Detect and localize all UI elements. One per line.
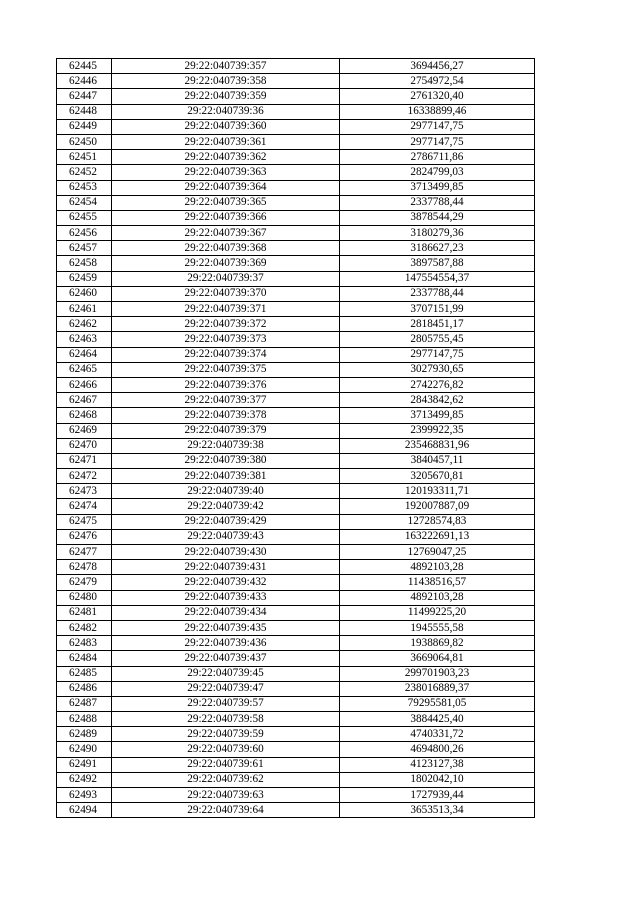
cadastral-value-cell: 3713499,85 bbox=[340, 408, 535, 423]
cadastral-number-cell: 29:22:040739:381 bbox=[112, 469, 340, 484]
cadastral-value-cell: 11499225,20 bbox=[340, 605, 535, 620]
table-row bbox=[57, 347, 535, 362]
cadastral-value-cell: 3186627,23 bbox=[340, 241, 535, 256]
cadastral-number-cell: 29:22:040739:373 bbox=[112, 332, 340, 347]
cadastral-number-cell: 29:22:040739:434 bbox=[112, 605, 340, 620]
table-row bbox=[57, 119, 535, 134]
table-row bbox=[57, 332, 535, 347]
cadastral-value-cell: 3897587,88 bbox=[340, 256, 535, 271]
cadastral-value-cell: 3878544,29 bbox=[340, 210, 535, 225]
cadastral-value-cell: 2805755,45 bbox=[340, 332, 535, 347]
cadastral-number-cell: 29:22:040739:377 bbox=[112, 393, 340, 408]
cadastral-number-cell: 29:22:040739:369 bbox=[112, 256, 340, 271]
table-row bbox=[57, 453, 535, 468]
row-number-cell: 62446 bbox=[57, 74, 112, 89]
cadastral-value-cell: 2818451,17 bbox=[340, 317, 535, 332]
table-row bbox=[57, 271, 535, 286]
cadastral-value-cell: 3840457,11 bbox=[340, 453, 535, 468]
cadastral-value-cell: 235468831,96 bbox=[340, 438, 535, 453]
cadastral-number-cell: 29:22:040739:61 bbox=[112, 757, 340, 772]
cadastral-number-cell: 29:22:040739:429 bbox=[112, 514, 340, 529]
row-number-cell: 62485 bbox=[57, 666, 112, 681]
table-row bbox=[57, 74, 535, 89]
cadastral-value-cell: 2337788,44 bbox=[340, 195, 535, 210]
cadastral-value-cell: 1945555,58 bbox=[340, 620, 535, 635]
cadastral-number-cell: 29:22:040739:47 bbox=[112, 681, 340, 696]
cadastral-value-cell: 2761320,40 bbox=[340, 89, 535, 104]
cadastral-value-cell: 2977147,75 bbox=[340, 347, 535, 362]
cadastral-value-cell: 2754972,54 bbox=[340, 74, 535, 89]
cadastral-number-cell: 29:22:040739:36 bbox=[112, 104, 340, 119]
row-number-cell: 62474 bbox=[57, 499, 112, 514]
cadastral-number-cell: 29:22:040739:60 bbox=[112, 742, 340, 757]
table-row bbox=[57, 681, 535, 696]
row-number-cell: 62478 bbox=[57, 560, 112, 575]
cadastral-number-cell: 29:22:040739:380 bbox=[112, 453, 340, 468]
row-number-cell: 62480 bbox=[57, 590, 112, 605]
row-number-cell: 62445 bbox=[57, 59, 112, 74]
table-row bbox=[57, 59, 535, 74]
cadastral-value-cell: 3884425,40 bbox=[340, 712, 535, 727]
cadastral-number-cell: 29:22:040739:64 bbox=[112, 803, 340, 818]
table-row bbox=[57, 302, 535, 317]
cadastral-number-cell: 29:22:040739:43 bbox=[112, 529, 340, 544]
table-row bbox=[57, 256, 535, 271]
cadastral-value-cell: 3205670,81 bbox=[340, 469, 535, 484]
table-row bbox=[57, 575, 535, 590]
row-number-cell: 62479 bbox=[57, 575, 112, 590]
cadastral-number-cell: 29:22:040739:59 bbox=[112, 727, 340, 742]
row-number-cell: 62457 bbox=[57, 241, 112, 256]
row-number-cell: 62477 bbox=[57, 545, 112, 560]
cadastral-value-cell: 120193311,71 bbox=[340, 484, 535, 499]
row-number-cell: 62492 bbox=[57, 772, 112, 787]
cadastral-value-cell: 2977147,75 bbox=[340, 119, 535, 134]
cadastral-value-cell: 2977147,75 bbox=[340, 134, 535, 149]
cadastral-value-cell: 2399922,35 bbox=[340, 423, 535, 438]
cadastral-number-cell: 29:22:040739:42 bbox=[112, 499, 340, 514]
row-number-cell: 62452 bbox=[57, 165, 112, 180]
cadastral-number-cell: 29:22:040739:368 bbox=[112, 241, 340, 256]
table-row bbox=[57, 590, 535, 605]
row-number-cell: 62471 bbox=[57, 453, 112, 468]
cadastral-number-cell: 29:22:040739:38 bbox=[112, 438, 340, 453]
row-number-cell: 62459 bbox=[57, 271, 112, 286]
cadastral-number-cell: 29:22:040739:58 bbox=[112, 712, 340, 727]
cadastral-value-cell: 1727939,44 bbox=[340, 788, 535, 803]
table-row bbox=[57, 210, 535, 225]
cadastral-value-cell: 147554554,37 bbox=[340, 271, 535, 286]
table-row bbox=[57, 104, 535, 119]
cadastral-number-cell: 29:22:040739:62 bbox=[112, 772, 340, 787]
cadastral-number-cell: 29:22:040739:364 bbox=[112, 180, 340, 195]
row-number-cell: 62455 bbox=[57, 210, 112, 225]
table-row bbox=[57, 317, 535, 332]
cadastral-value-cell: 2824799,03 bbox=[340, 165, 535, 180]
row-number-cell: 62493 bbox=[57, 788, 112, 803]
cadastral-value-table bbox=[56, 58, 535, 818]
cadastral-number-cell: 29:22:040739:435 bbox=[112, 620, 340, 635]
cadastral-number-cell: 29:22:040739:367 bbox=[112, 226, 340, 241]
cadastral-value-cell: 3707151,99 bbox=[340, 302, 535, 317]
cadastral-value-cell: 3694456,27 bbox=[340, 59, 535, 74]
row-number-cell: 62494 bbox=[57, 803, 112, 818]
cadastral-value-cell: 11438516,57 bbox=[340, 575, 535, 590]
table-row bbox=[57, 696, 535, 711]
row-number-cell: 62487 bbox=[57, 696, 112, 711]
table-row bbox=[57, 195, 535, 210]
cadastral-value-cell: 1802042,10 bbox=[340, 772, 535, 787]
cadastral-number-cell: 29:22:040739:370 bbox=[112, 286, 340, 301]
cadastral-number-cell: 29:22:040739:371 bbox=[112, 302, 340, 317]
row-number-cell: 62476 bbox=[57, 529, 112, 544]
row-number-cell: 62460 bbox=[57, 286, 112, 301]
table-row bbox=[57, 423, 535, 438]
row-number-cell: 62465 bbox=[57, 362, 112, 377]
cadastral-number-cell: 29:22:040739:45 bbox=[112, 666, 340, 681]
cadastral-number-cell: 29:22:040739:366 bbox=[112, 210, 340, 225]
table-row bbox=[57, 377, 535, 392]
cadastral-value-cell: 16338899,46 bbox=[340, 104, 535, 119]
cadastral-value-cell: 1938869,82 bbox=[340, 636, 535, 651]
cadastral-number-cell: 29:22:040739:362 bbox=[112, 150, 340, 165]
row-number-cell: 62469 bbox=[57, 423, 112, 438]
cadastral-number-cell: 29:22:040739:358 bbox=[112, 74, 340, 89]
row-number-cell: 62484 bbox=[57, 651, 112, 666]
cadastral-value-cell: 2786711,86 bbox=[340, 150, 535, 165]
table-row bbox=[57, 89, 535, 104]
row-number-cell: 62488 bbox=[57, 712, 112, 727]
table-row bbox=[57, 712, 535, 727]
table-row bbox=[57, 438, 535, 453]
cadastral-number-cell: 29:22:040739:437 bbox=[112, 651, 340, 666]
row-number-cell: 62448 bbox=[57, 104, 112, 119]
table-row bbox=[57, 134, 535, 149]
cadastral-number-cell: 29:22:040739:359 bbox=[112, 89, 340, 104]
cadastral-value-cell: 3669064,81 bbox=[340, 651, 535, 666]
table-row bbox=[57, 742, 535, 757]
table-row bbox=[57, 545, 535, 560]
cadastral-value-cell: 299701903,23 bbox=[340, 666, 535, 681]
table-row bbox=[57, 757, 535, 772]
cadastral-value-cell: 3713499,85 bbox=[340, 180, 535, 195]
cadastral-number-cell: 29:22:040739:360 bbox=[112, 119, 340, 134]
cadastral-number-cell: 29:22:040739:374 bbox=[112, 347, 340, 362]
cadastral-number-cell: 29:22:040739:363 bbox=[112, 165, 340, 180]
table-row bbox=[57, 560, 535, 575]
cadastral-number-cell: 29:22:040739:375 bbox=[112, 362, 340, 377]
table-row bbox=[57, 241, 535, 256]
cadastral-number-cell: 29:22:040739:378 bbox=[112, 408, 340, 423]
row-number-cell: 62456 bbox=[57, 226, 112, 241]
row-number-cell: 62491 bbox=[57, 757, 112, 772]
table-row bbox=[57, 772, 535, 787]
row-number-cell: 62475 bbox=[57, 514, 112, 529]
cadastral-number-cell: 29:22:040739:57 bbox=[112, 696, 340, 711]
cadastral-number-cell: 29:22:040739:376 bbox=[112, 377, 340, 392]
table-row bbox=[57, 666, 535, 681]
row-number-cell: 62466 bbox=[57, 377, 112, 392]
table-row bbox=[57, 499, 535, 514]
cadastral-value-cell: 163222691,13 bbox=[340, 529, 535, 544]
cadastral-number-cell: 29:22:040739:357 bbox=[112, 59, 340, 74]
table-row bbox=[57, 362, 535, 377]
row-number-cell: 62454 bbox=[57, 195, 112, 210]
table-row bbox=[57, 788, 535, 803]
table-row bbox=[57, 651, 535, 666]
cadastral-number-cell: 29:22:040739:37 bbox=[112, 271, 340, 286]
table-row bbox=[57, 636, 535, 651]
table-row bbox=[57, 514, 535, 529]
table-row bbox=[57, 180, 535, 195]
table-row bbox=[57, 165, 535, 180]
row-number-cell: 62447 bbox=[57, 89, 112, 104]
row-number-cell: 62461 bbox=[57, 302, 112, 317]
row-number-cell: 62472 bbox=[57, 469, 112, 484]
cadastral-value-cell: 2742276,82 bbox=[340, 377, 535, 392]
cadastral-value-cell: 3027930,65 bbox=[340, 362, 535, 377]
cadastral-value-cell: 4892103,28 bbox=[340, 560, 535, 575]
cadastral-number-cell: 29:22:040739:436 bbox=[112, 636, 340, 651]
table-row bbox=[57, 150, 535, 165]
table-row bbox=[57, 469, 535, 484]
cadastral-value-cell: 4123127,38 bbox=[340, 757, 535, 772]
row-number-cell: 62467 bbox=[57, 393, 112, 408]
cadastral-number-cell: 29:22:040739:372 bbox=[112, 317, 340, 332]
row-number-cell: 62449 bbox=[57, 119, 112, 134]
cadastral-value-cell: 79295581,05 bbox=[340, 696, 535, 711]
table-row bbox=[57, 605, 535, 620]
cadastral-number-cell: 29:22:040739:63 bbox=[112, 788, 340, 803]
cadastral-value-cell: 3653513,34 bbox=[340, 803, 535, 818]
row-number-cell: 62453 bbox=[57, 180, 112, 195]
row-number-cell: 62473 bbox=[57, 484, 112, 499]
table-row bbox=[57, 393, 535, 408]
row-number-cell: 62462 bbox=[57, 317, 112, 332]
row-number-cell: 62483 bbox=[57, 636, 112, 651]
table-body bbox=[57, 59, 535, 818]
row-number-cell: 62450 bbox=[57, 134, 112, 149]
row-number-cell: 62486 bbox=[57, 681, 112, 696]
row-number-cell: 62490 bbox=[57, 742, 112, 757]
cadastral-value-cell: 3180279,36 bbox=[340, 226, 535, 241]
table-row bbox=[57, 226, 535, 241]
cadastral-number-cell: 29:22:040739:431 bbox=[112, 560, 340, 575]
cadastral-value-cell: 192007887,09 bbox=[340, 499, 535, 514]
cadastral-value-cell: 12728574,83 bbox=[340, 514, 535, 529]
cadastral-value-cell: 238016889,37 bbox=[340, 681, 535, 696]
cadastral-number-cell: 29:22:040739:432 bbox=[112, 575, 340, 590]
table-row bbox=[57, 408, 535, 423]
row-number-cell: 62489 bbox=[57, 727, 112, 742]
cadastral-number-cell: 29:22:040739:433 bbox=[112, 590, 340, 605]
cadastral-number-cell: 29:22:040739:379 bbox=[112, 423, 340, 438]
table-row bbox=[57, 620, 535, 635]
cadastral-value-cell: 4694800,26 bbox=[340, 742, 535, 757]
row-number-cell: 62458 bbox=[57, 256, 112, 271]
cadastral-value-cell: 2843842,62 bbox=[340, 393, 535, 408]
cadastral-number-cell: 29:22:040739:430 bbox=[112, 545, 340, 560]
table-row bbox=[57, 529, 535, 544]
row-number-cell: 62451 bbox=[57, 150, 112, 165]
row-number-cell: 62463 bbox=[57, 332, 112, 347]
row-number-cell: 62481 bbox=[57, 605, 112, 620]
cadastral-value-cell: 2337788,44 bbox=[340, 286, 535, 301]
cadastral-value-cell: 4892103,28 bbox=[340, 590, 535, 605]
row-number-cell: 62482 bbox=[57, 620, 112, 635]
cadastral-number-cell: 29:22:040739:365 bbox=[112, 195, 340, 210]
row-number-cell: 62464 bbox=[57, 347, 112, 362]
cadastral-value-cell: 4740331,72 bbox=[340, 727, 535, 742]
table-row bbox=[57, 803, 535, 818]
cadastral-value-cell: 12769047,25 bbox=[340, 545, 535, 560]
table-row bbox=[57, 484, 535, 499]
table-row bbox=[57, 727, 535, 742]
row-number-cell: 62470 bbox=[57, 438, 112, 453]
cadastral-number-cell: 29:22:040739:40 bbox=[112, 484, 340, 499]
row-number-cell: 62468 bbox=[57, 408, 112, 423]
cadastral-number-cell: 29:22:040739:361 bbox=[112, 134, 340, 149]
table-row bbox=[57, 286, 535, 301]
